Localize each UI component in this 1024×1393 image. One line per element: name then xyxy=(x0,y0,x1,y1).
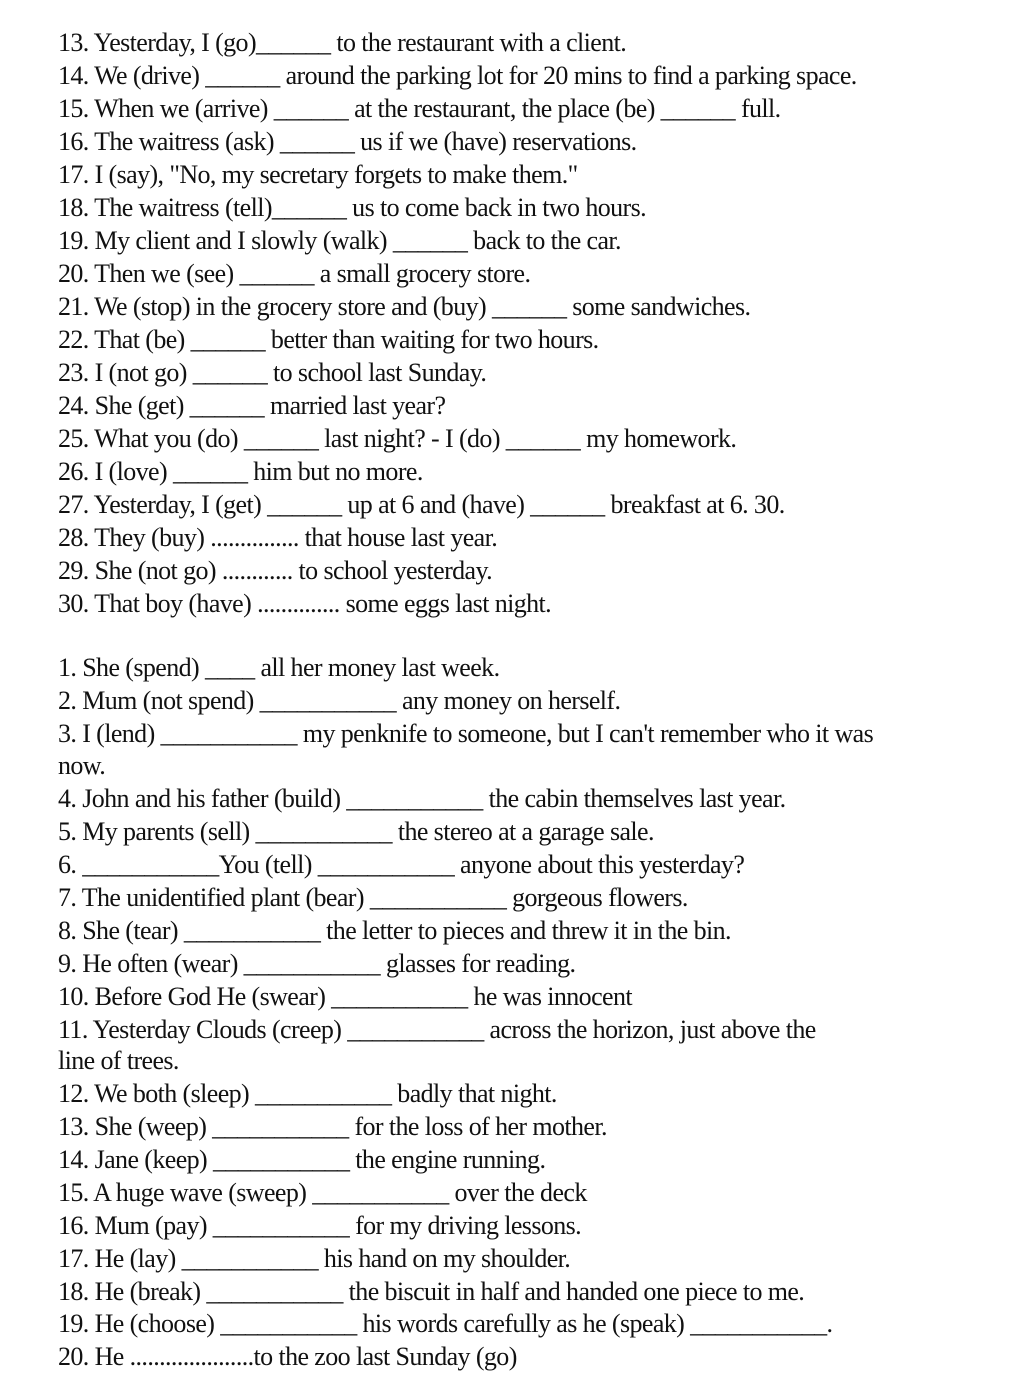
exercise-line: 28. They (buy) ............... that house last year. xyxy=(58,523,498,552)
exercise-line: 3. I (lend) ___________ my penknife to someone, but I can't remember who it was xyxy=(58,719,874,748)
exercise-line: 25. What you (do) ______ last night? - I (do) ______ my homework. xyxy=(58,424,737,453)
exercise-line: 4. John and his father (build) ___________ the cabin themselves last year. xyxy=(58,784,786,813)
exercise-line: 19. He (choose) ___________ his words carefully as he (speak) ___________. xyxy=(58,1309,833,1338)
exercise-line: 13. Yesterday, I (go)______ to the restaurant with a client. xyxy=(58,28,627,57)
exercise-line: 9. He often (wear) ___________ glasses for reading. xyxy=(58,949,576,978)
exercise-line: 17. I (say), "No, my secretary forgets to make them." xyxy=(58,160,578,189)
exercise-line: line of trees. xyxy=(58,1046,179,1075)
exercise-line: 22. That (be) ______ better than waiting for two hours. xyxy=(58,325,599,354)
exercise-line: 8. She (tear) ___________ the letter to pieces and threw it in the bin. xyxy=(58,916,731,945)
exercise-line: 16. Mum (pay) ___________ for my driving lessons. xyxy=(58,1211,582,1240)
exercise-line: 11. Yesterday Clouds (creep) ___________ across the horizon, just above the xyxy=(58,1015,816,1044)
exercise-line: 27. Yesterday, I (get) ______ up at 6 and (have) ______ breakfast at 6. 30. xyxy=(58,490,785,519)
exercise-line: 6. ___________You (tell) ___________ anyone about this yesterday? xyxy=(58,850,745,879)
exercise-line: 16. The waitress (ask) ______ us if we (have) reservations. xyxy=(58,127,637,156)
exercise-line: 19. My client and I slowly (walk) ______ back to the car. xyxy=(58,226,621,255)
exercise-line: 10. Before God He (swear) ___________ he was innocent xyxy=(58,982,632,1011)
exercise-line: now. xyxy=(58,751,106,780)
exercise-line: 5. My parents (sell) ___________ the stereo at a garage sale. xyxy=(58,817,654,846)
exercise-line: 2. Mum (not spend) ___________ any money on herself. xyxy=(58,686,621,715)
exercise-line: 30. That boy (have) .............. some eggs last night. xyxy=(58,589,552,618)
exercise-line: 12. We both (sleep) ___________ badly that night. xyxy=(58,1079,557,1108)
exercise-line: 26. I (love) ______ him but no more. xyxy=(58,457,423,486)
exercise-line: 18. The waitress (tell)______ us to come back in two hours. xyxy=(58,193,647,222)
exercise-line: 14. Jane (keep) ___________ the engine running. xyxy=(58,1145,546,1174)
exercise-line: 17. He (lay) ___________ his hand on my shoulder. xyxy=(58,1244,571,1273)
exercise-line: 18. He (break) ___________ the biscuit in half and handed one piece to me. xyxy=(58,1277,805,1306)
exercise-line: 7. The unidentified plant (bear) ___________ gorgeous flowers. xyxy=(58,883,688,912)
exercise-line: 21. We (stop) in the grocery store and (buy) ______ some sandwiches. xyxy=(58,292,751,321)
exercise-line: 24. She (get) ______ married last year? xyxy=(58,391,446,420)
exercise-line: 23. I (not go) ______ to school last Sunday. xyxy=(58,358,487,387)
exercise-line: 15. When we (arrive) ______ at the restaurant, the place (be) ______ full. xyxy=(58,94,781,123)
exercise-line: 1. She (spend) ____ all her money last week. xyxy=(58,653,500,682)
exercise-line: 15. A huge wave (sweep) ___________ over the deck xyxy=(58,1178,587,1207)
exercise-line: 20. He .....................to the zoo last Sunday (go) xyxy=(58,1342,517,1371)
exercise-line: 29. She (not go) ............ to school yesterday. xyxy=(58,556,493,585)
exercise-line: 20. Then we (see) ______ a small grocery store. xyxy=(58,259,531,288)
exercise-line: 13. She (weep) ___________ for the loss of her mother. xyxy=(58,1112,607,1141)
exercise-line: 14. We (drive) ______ around the parking lot for 20 mins to find a parking space. xyxy=(58,61,857,90)
